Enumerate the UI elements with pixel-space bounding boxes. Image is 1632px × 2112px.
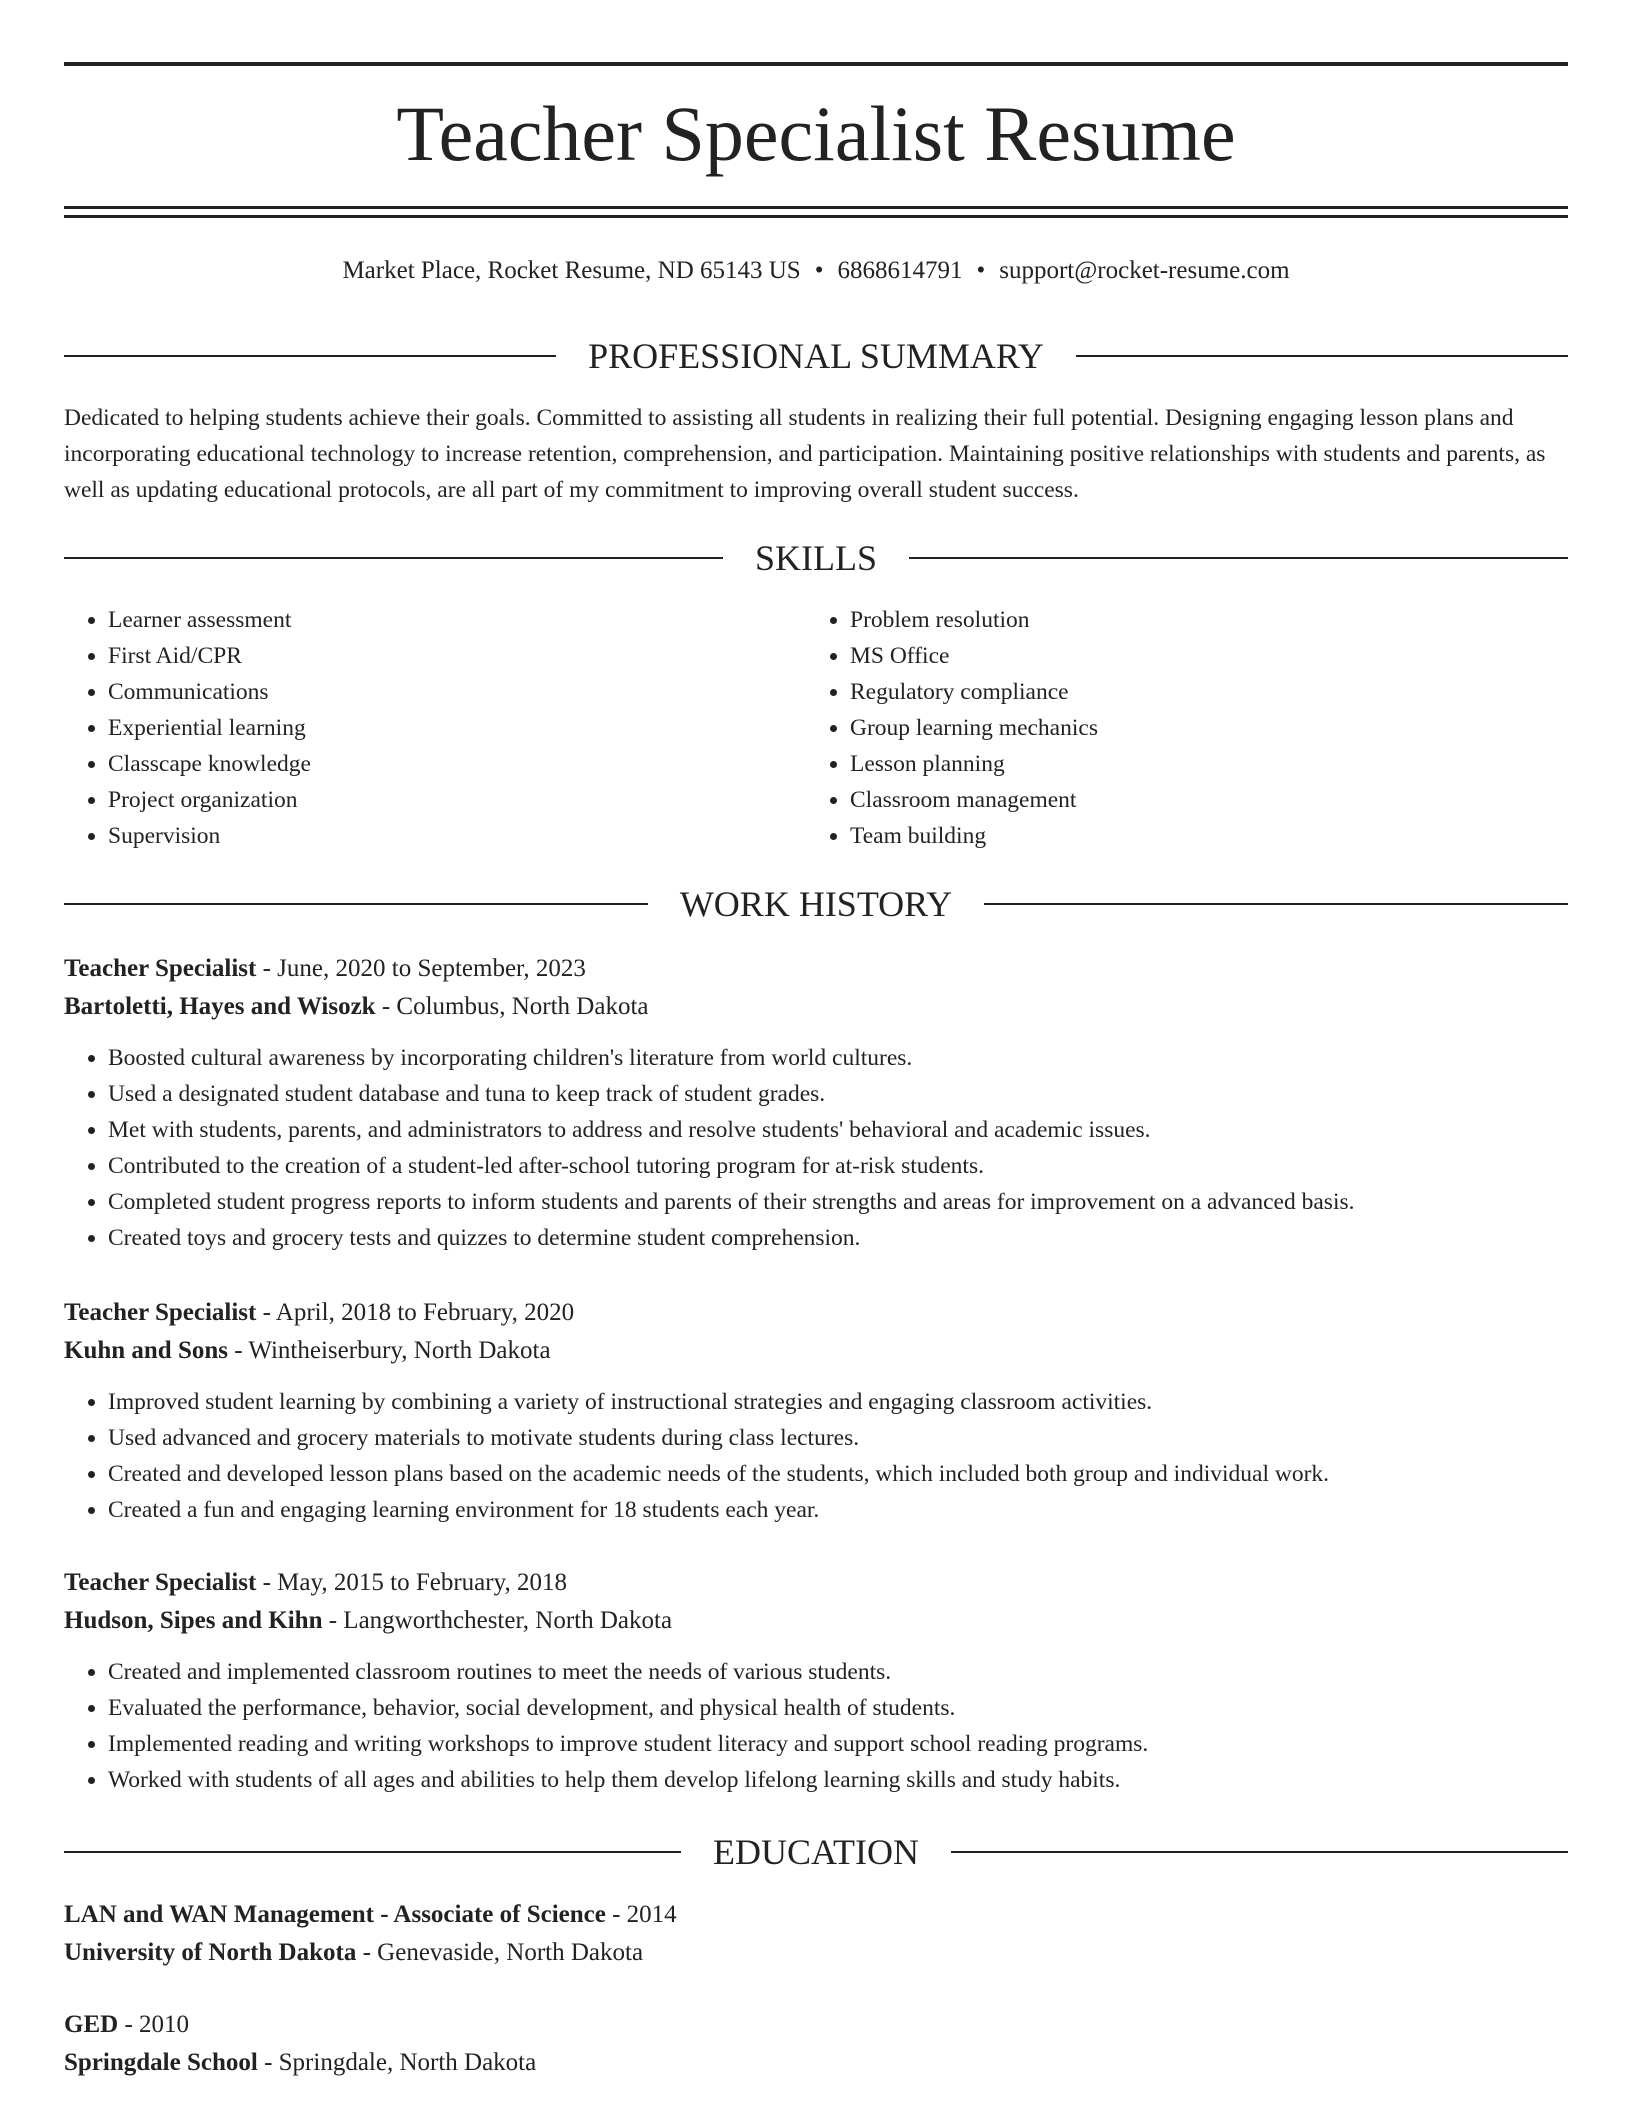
degree-line: [64, 2006, 1568, 2044]
heading-rule: [909, 557, 1568, 559]
skill-item: • Experiential learning: [108, 710, 806, 746]
skill-item: • First Aid/CPR: [108, 638, 806, 674]
school-line: [64, 2044, 1568, 2082]
skill-item: • Group learning mechanics: [850, 710, 1568, 746]
skill-item: • Classroom management: [850, 782, 1568, 818]
job-title-line: [64, 950, 1568, 988]
job-dates: - June, 2020 to September, 2023: [262, 955, 586, 982]
heading-rule: [951, 1851, 1568, 1853]
skill-item: • Classcape knowledge: [108, 746, 806, 782]
heading-rule: [984, 903, 1568, 905]
skills-list: [64, 602, 1568, 854]
skill-item: • Communications: [108, 674, 806, 710]
job-bullet: • Created toys and grocery tests and quizzes to determine student comprehension.: [108, 1220, 1568, 1256]
company-line: [64, 1602, 1568, 1640]
job-dates: - April, 2018 to February, 2020: [262, 1299, 575, 1326]
company-location: - Columbus, North Dakota: [381, 993, 649, 1020]
section-title: WORK HISTORY: [679, 884, 953, 924]
skills-column-right: [806, 602, 1568, 854]
job-bullet: • Used a designated student database and tuna to keep track of student grades.: [108, 1076, 1568, 1112]
company-location: - Wintheiserbury, North Dakota: [234, 1337, 551, 1364]
section-heading-summary: [64, 334, 1568, 378]
job-bullet: • Worked with students of all ages and abilities to help them develop lifelong learning skills and study habits.: [108, 1762, 1568, 1798]
title-double-rule-lower: [64, 215, 1568, 218]
job-bullet: • Improved student learning by combining a variety of instructional strategies and engaging classroom activities.: [108, 1384, 1568, 1420]
heading-rule: [64, 355, 556, 357]
job-title: Teacher Specialist: [64, 1299, 257, 1326]
work-entry: [64, 1564, 1568, 1798]
job-title: Teacher Specialist: [64, 955, 257, 982]
contact-address: Market Place, Rocket Resume, ND 65143 US: [342, 257, 801, 284]
skills-column-left: [64, 602, 806, 854]
contact-phone: 6868614791: [837, 257, 963, 284]
skill-item: • MS Office: [850, 638, 1568, 674]
work-entry: [64, 1294, 1568, 1528]
section-title: EDUCATION: [713, 1832, 919, 1872]
heading-rule: [64, 903, 648, 905]
job-bullet: • Implemented reading and writing workshops to improve student literacy and support school reading programs.: [108, 1726, 1568, 1762]
skill-item: • Lesson planning: [850, 746, 1568, 782]
education-entry: [64, 2006, 1568, 2082]
job-bullet: • Created and developed lesson plans based on the academic needs of the students, which included both group and individual work.: [108, 1456, 1568, 1492]
contact-line: [64, 254, 1568, 288]
job-bullet: • Evaluated the performance, behavior, social development, and physical health of students.: [108, 1690, 1568, 1726]
school-location: - Genevaside, North Dakota: [362, 1939, 644, 1966]
job-title: Teacher Specialist: [64, 1569, 257, 1596]
job-title-line: [64, 1564, 1568, 1602]
contact-separator: •: [976, 257, 986, 284]
skill-item: • Supervision: [108, 818, 806, 854]
job-dates: - May, 2015 to February, 2018: [262, 1569, 567, 1596]
title-double-rule-upper: [64, 206, 1568, 209]
heading-rule: [1076, 355, 1568, 357]
job-bullet: • Created a fun and engaging learning environment for 18 students each year.: [108, 1492, 1568, 1528]
job-bullet: • Contributed to the creation of a student-led after-school tutoring program for at-risk students.: [108, 1148, 1568, 1184]
degree-year: - 2014: [612, 1901, 677, 1928]
degree-year: - 2010: [124, 2011, 190, 2038]
work-entry: [64, 950, 1568, 1256]
section-heading-work: [64, 882, 1568, 926]
section-heading-skills: [64, 536, 1568, 580]
section-heading-education: [64, 1830, 1568, 1874]
heading-rule: [64, 557, 723, 559]
section-title: SKILLS: [755, 538, 878, 578]
skill-item: • Project organization: [108, 782, 806, 818]
skill-item: • Team building: [850, 818, 1568, 854]
job-bullet: • Met with students, parents, and administrators to address and resolve students' behavioral and academic issues.: [108, 1112, 1568, 1148]
section-title: PROFESSIONAL SUMMARY: [588, 336, 1044, 376]
job-title-line: [64, 1294, 1568, 1332]
company-name: Bartoletti, Hayes and Wisozk: [64, 993, 376, 1020]
job-bullet: • Created and implemented classroom routines to meet the needs of various students.: [108, 1654, 1568, 1690]
job-bullets: [64, 1040, 1568, 1256]
skill-item: • Learner assessment: [108, 602, 806, 638]
contact-email: support@rocket-resume.com: [999, 257, 1290, 284]
school-name: University of North Dakota: [64, 1939, 357, 1966]
school-line: [64, 1934, 1568, 1972]
company-location: - Langworthchester, North Dakota: [328, 1607, 673, 1634]
job-bullets: [64, 1384, 1568, 1528]
company-line: [64, 1332, 1568, 1370]
degree-name: LAN and WAN Management - Associate of Science: [64, 1901, 606, 1928]
heading-rule: [64, 1851, 681, 1853]
company-line: [64, 988, 1568, 1026]
top-rule: [64, 62, 1568, 66]
page-title: Teacher Specialist Resume: [396, 90, 1236, 177]
job-bullet: • Used advanced and grocery materials to motivate students during class lectures.: [108, 1420, 1568, 1456]
skill-item: • Problem resolution: [850, 602, 1568, 638]
company-name: Kuhn and Sons: [64, 1337, 229, 1364]
summary-text: Dedicated to helping students achieve their goals. Committed to assisting all students in realizing their full potential. Designing engaging lesson plans and incorporating educational technology to increase retention, comprehension, and participation. Maintaining positive relationships with students and parents, as well as updating educational protocols, are all part of my commitment to improving overall student success.: [64, 405, 1546, 503]
school-location: - Springdale, North Dakota: [264, 2049, 537, 2076]
skill-item: • Regulatory compliance: [850, 674, 1568, 710]
contact-separator: •: [814, 257, 824, 284]
job-bullet: • Boosted cultural awareness by incorporating children's literature from world cultures.: [108, 1040, 1568, 1076]
company-name: Hudson, Sipes and Kihn: [64, 1607, 323, 1634]
education-entry: [64, 1896, 1568, 1972]
job-bullets: [64, 1654, 1568, 1798]
job-bullet: • Completed student progress reports to inform students and parents of their strengths and areas for improvement on a advanced basis.: [108, 1184, 1568, 1220]
degree-name: GED: [64, 2011, 119, 2038]
school-name: Springdale School: [64, 2049, 258, 2076]
degree-line: [64, 1896, 1568, 1934]
